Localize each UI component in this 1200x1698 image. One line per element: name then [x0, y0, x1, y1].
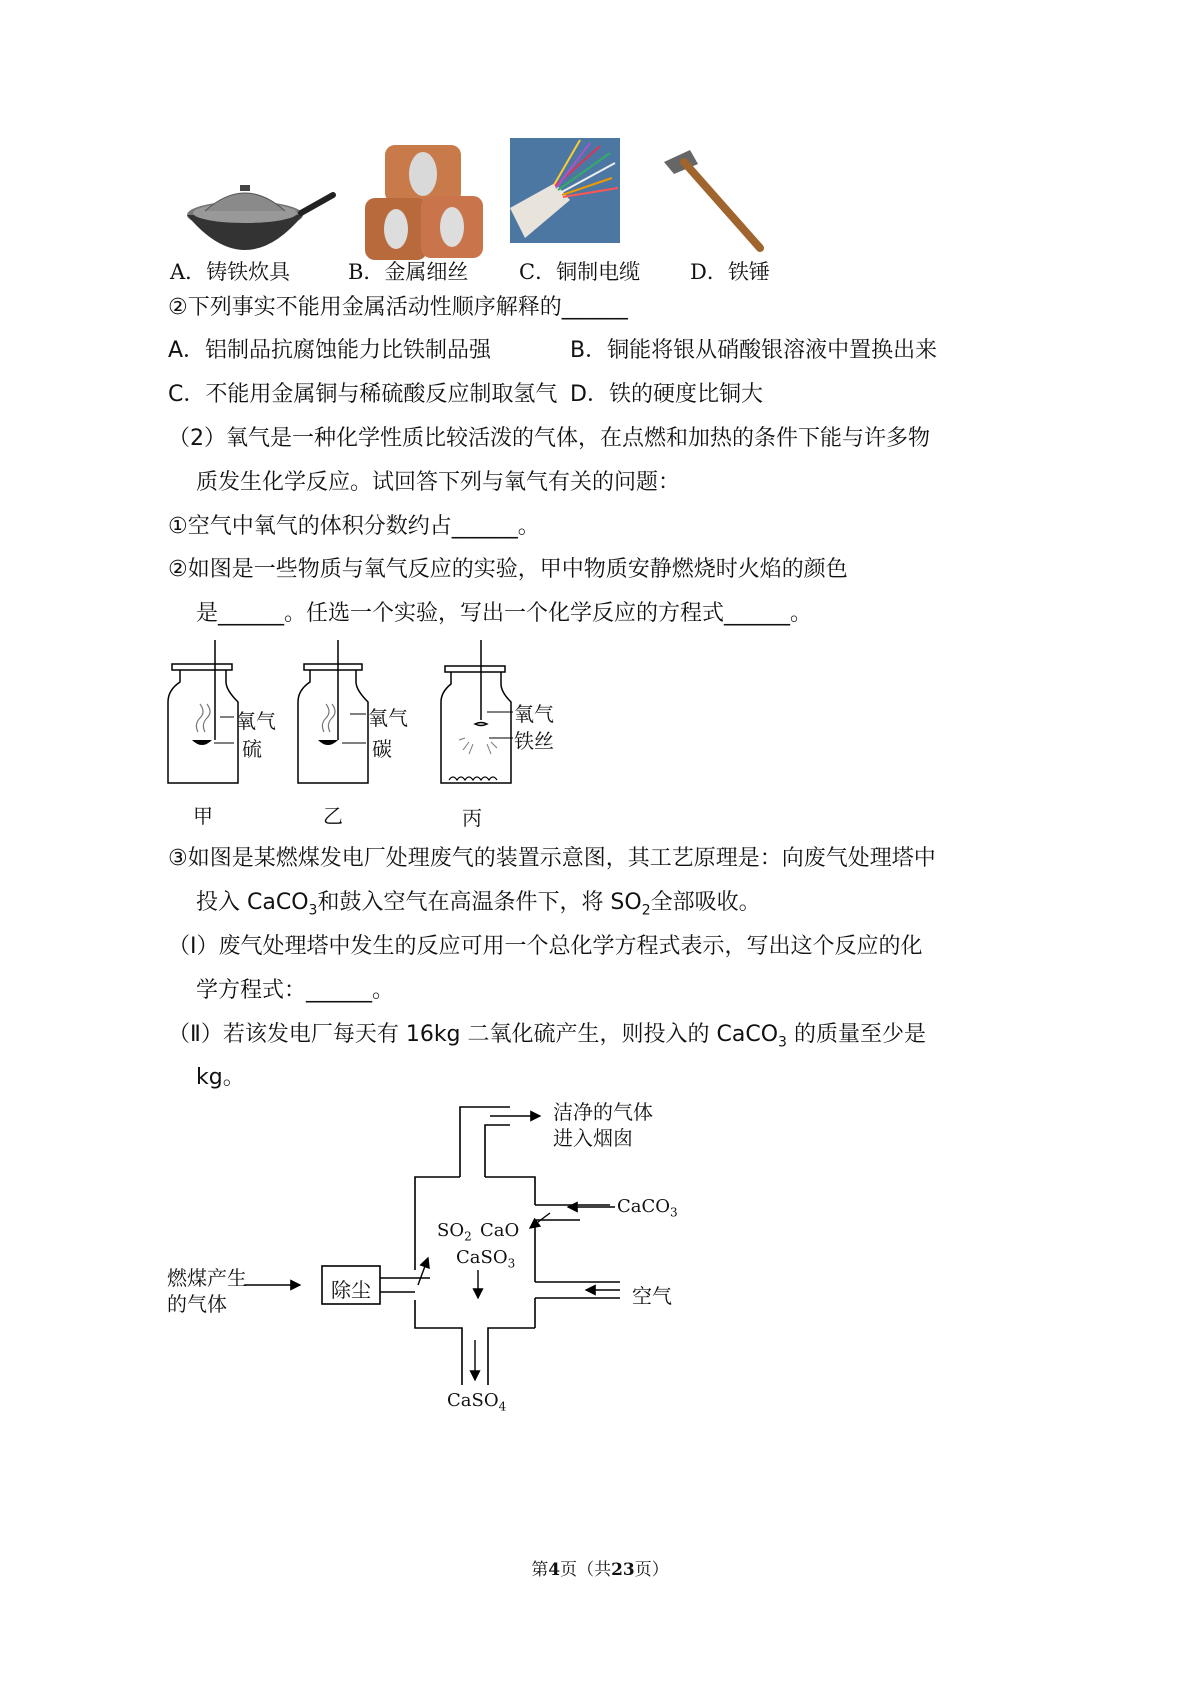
page-number: 4 [548, 1560, 561, 1580]
text-segment: 的质量至少是 [786, 1022, 926, 1047]
oxygen-sub1: ①空气中氧气的体积分数约占______。 [168, 514, 540, 539]
caption-a: A．铸铁炊具 [170, 260, 291, 284]
subscript: 2 [641, 902, 651, 919]
jar-jia-substance-label: 硫 [242, 737, 262, 761]
jar-yi-substance-label: 碳 [372, 737, 392, 761]
text-segment: SO [437, 1220, 465, 1241]
option-b: B．铜能将银从硝酸银溶液中置换出来 [570, 338, 938, 363]
dust-removal-label: 除尘 [331, 1278, 371, 1302]
text-segment: 页） [634, 1560, 669, 1580]
jar-yi-name: 乙 [323, 804, 343, 828]
text-segment: 第 [531, 1560, 549, 1580]
text-segment: CaCO [617, 1196, 671, 1217]
text-segment: 和鼓入空气在高温条件下，将 SO [317, 890, 642, 915]
text-segment: 投入 CaCO [196, 890, 309, 915]
page-footer [0, 1555, 1200, 1580]
text-segment: CaSO [447, 1390, 499, 1411]
text-segment: 全部吸收。 [650, 890, 761, 915]
outlet-label-line1: 洁净的气体 [553, 1100, 653, 1124]
subscript: 3 [308, 902, 318, 919]
part-ii-line2: kg。 [196, 1065, 245, 1090]
subscript: 3 [670, 1205, 678, 1220]
text-segment: 页（共 [560, 1560, 612, 1580]
caption-b: B．金属细丝 [348, 260, 469, 284]
jar-yi-gas-label: 氧气 [368, 706, 408, 730]
option-c: C．不能用金属铜与稀硫酸反应制取氢气 [168, 382, 558, 407]
so2-label [437, 1220, 472, 1244]
jar-bing-name: 丙 [462, 806, 482, 830]
caption-c: C．铜制电缆 [519, 260, 641, 284]
oxygen-intro-line2: 质发生化学反应。试回答下列与氧气有关的问题： [196, 470, 681, 495]
jar-bing-gas-label: 氧气 [514, 702, 554, 726]
option-d: D．铁的硬度比铜大 [570, 382, 763, 407]
subscript: 2 [464, 1229, 472, 1244]
text-segment: CaSO [456, 1247, 508, 1268]
caso3-label [456, 1247, 515, 1271]
oxygen-sub2-line2: 是______。任选一个实验，写出一个化学反应的方程式______。 [196, 601, 813, 626]
air-input-label: 空气 [632, 1284, 672, 1308]
flue-gas-intro-line1: ③如图是某燃煤发电厂处理废气的装置示意图，其工艺原理是：向废气处理塔中 [168, 846, 936, 871]
inlet-label-line1: 燃煤产生 [167, 1266, 247, 1290]
oxygen-intro-line1: （2）氧气是一种化学性质比较活泼的气体，在点燃和加热的条件下能与许多物 [168, 426, 930, 451]
inlet-label-line2: 的气体 [167, 1292, 227, 1316]
caption-d: D．铁锤 [690, 260, 770, 284]
part-i-line1: （Ⅰ）废气处理塔中发生的反应可用一个总化学方程式表示，写出这个反应的化 [168, 934, 923, 959]
part-i-line2: 学方程式：______。 [196, 978, 395, 1003]
jar-bing-substance-label: 铁丝 [514, 729, 554, 753]
jar-jia-name: 甲 [193, 804, 213, 828]
oxygen-sub2-line1: ②如图是一些物质与氧气反应的实验，甲中物质安静燃烧时火焰的颜色 [168, 557, 848, 582]
text-segment: （Ⅱ）若该发电厂每天有 16kg 二氧化硫产生，则投入的 CaCO [168, 1022, 779, 1047]
subscript: 3 [778, 1034, 787, 1051]
question-metal-activity: ②下列事实不能用金属活动性顺序解释的______ [168, 295, 628, 320]
cao-label: CaO [480, 1220, 520, 1241]
outlet-label-line2: 进入烟囱 [553, 1126, 633, 1150]
caco3-input-label [617, 1196, 678, 1220]
jar-jia-gas-label: 氧气 [236, 709, 276, 733]
caso4-output-label [447, 1390, 506, 1414]
subscript: 3 [507, 1256, 516, 1271]
subscript: 4 [498, 1399, 507, 1414]
option-a: A．铝制品抗腐蚀能力比铁制品强 [168, 338, 492, 363]
page-total: 23 [611, 1560, 635, 1580]
